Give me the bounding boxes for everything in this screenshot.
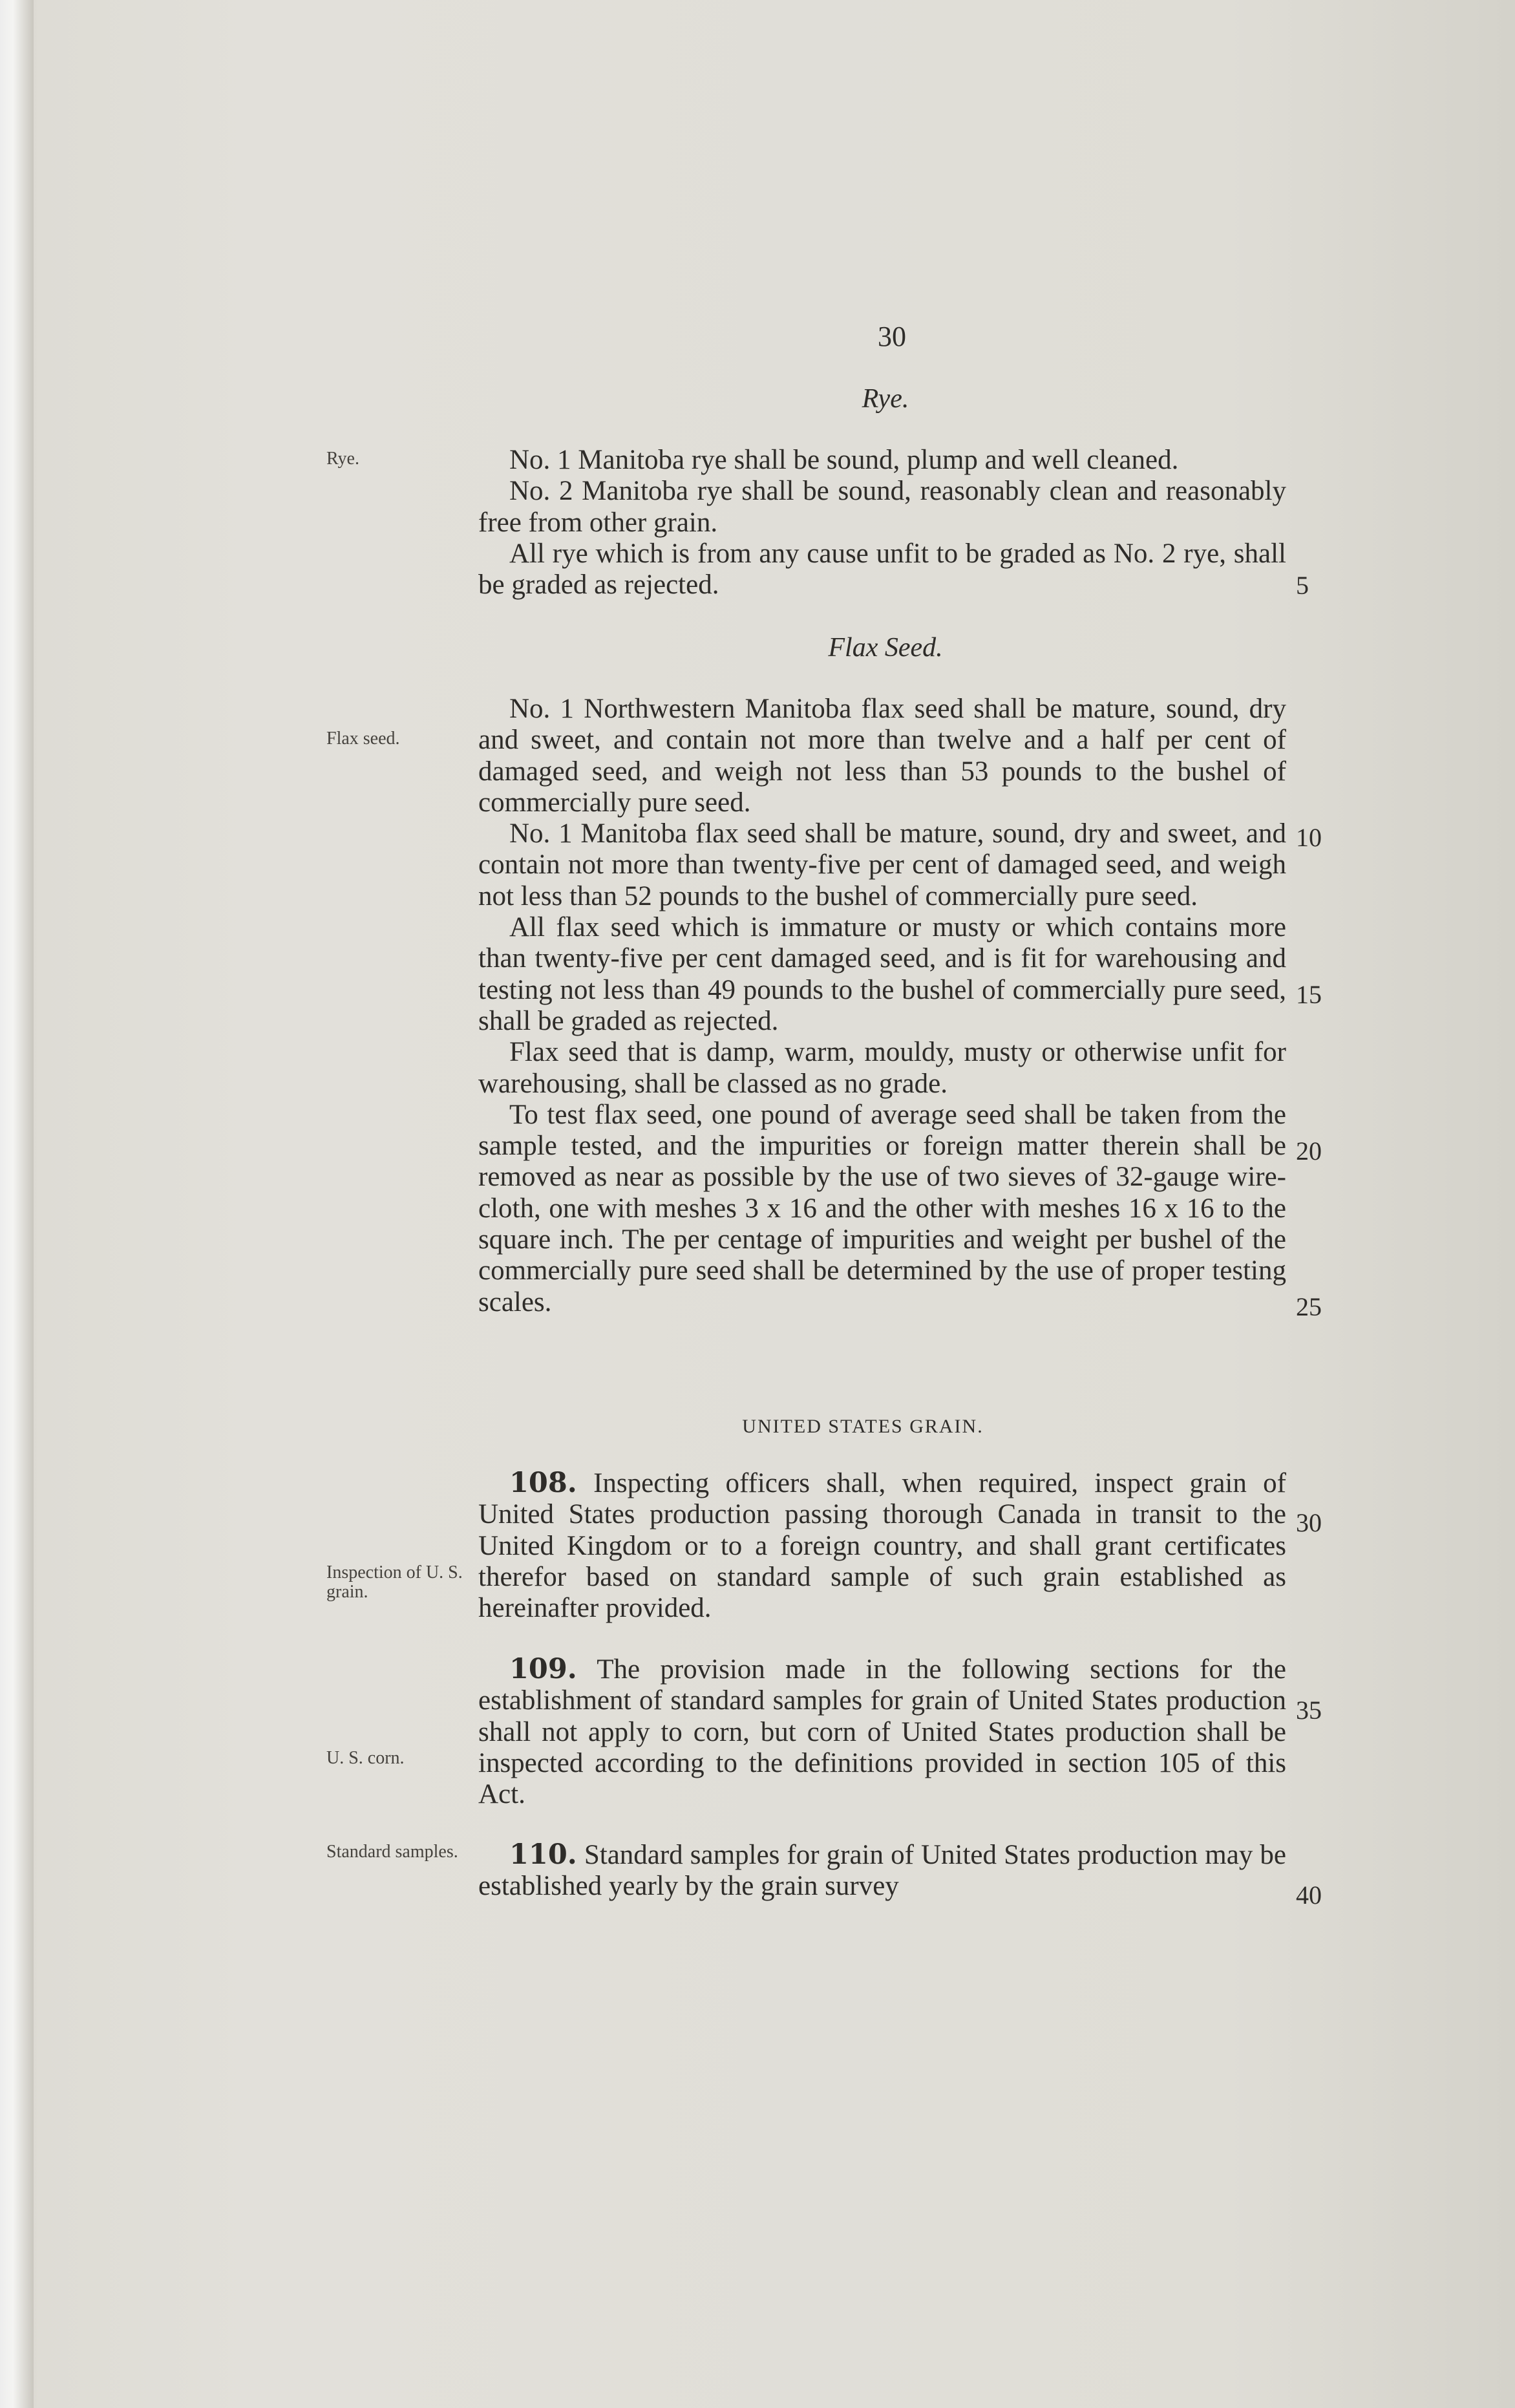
margin-note-rye: Rye. [326, 449, 359, 469]
paragraph: To test flax seed, one pound of average seed shall be taken from the sample tested, and the impurities or foreign matter therein shall be removed as near as possible by the use of two sieves of 32-gauge wire-cloth, one with meshes 3 x 16 and the other with meshes 16 x 16 to the square inch. The per centage of impurities and weight per bushel of the commercially pure seed shall be determined by the use of proper testing scales. [478, 1099, 1286, 1317]
paragraph: No. 2 Manitoba rye shall be sound, reasonably clean and reasonably free from other grain. [478, 476, 1286, 538]
line-number: 35 [1296, 1696, 1322, 1725]
paragraph: Flax seed that is damp, warm, mouldy, musty or otherwise unfit for warehousing, shall be classed as no grade. [478, 1037, 1286, 1099]
section-number: 109. [509, 1653, 577, 1685]
section-text: The provision made in the following sections for the establishment of standard samples for grain of United States production shall not apply to corn, but corn of United States production shall be inspected according to the definitions provided in section 105 of this Act. [478, 1654, 1287, 1810]
paragraph: No. 1 Manitoba flax seed shall be mature, sound, dry and sweet, and contain not more than twenty-five per cent of damaged seed, and weigh not less than 52 pounds to the bushel of commercially pure seed. [478, 818, 1286, 911]
paragraph: No. 1 Northwestern Manitoba flax seed shall be mature, sound, dry and sweet, and contain not more than twelve and a half per cent of damaged seed, and weigh not less than 53 pounds to the bushel of commercially pure seed. [478, 694, 1286, 818]
margin-note-us-corn: U. S. corn. [326, 1748, 405, 1768]
section-number: 108. [509, 1467, 577, 1499]
line-number: 20 [1296, 1136, 1322, 1166]
margin-note-standard-samples: Standard samples. [326, 1842, 458, 1862]
flax-text [478, 694, 1286, 1318]
section-text: Inspecting officers shall, when required, inspect grain of United States production passing thorough Canada in transit to the United Kingdom or to a foreign country, and shall grant certificates therefor based on standard sample of such grain established as hereinafter provided. [478, 1468, 1287, 1624]
heading-united-states-grain: UNITED STATES GRAIN. [742, 1416, 984, 1437]
line-number: 30 [1296, 1508, 1322, 1537]
line-number: 5 [1296, 571, 1309, 600]
paragraph: All rye which is from any cause unfit to be graded as No. 2 rye, shall be graded as rejected. [478, 538, 1286, 601]
margin-note-flax-seed: Flax seed. [326, 729, 400, 749]
page-number: 30 [878, 321, 906, 352]
section-109 [478, 1654, 1286, 1810]
line-number: 40 [1296, 1881, 1322, 1910]
heading-flax-seed: Flax Seed. [828, 633, 943, 663]
rye-text [478, 445, 1286, 601]
section-108 [478, 1467, 1286, 1624]
paragraph: All flax seed which is immature or musty or which contains more than twenty-five per cent damaged seed, and is fit for warehousing and testing not less than 49 pounds to the bushel of commercially pure seed, shall be graded as rejected. [478, 912, 1286, 1036]
line-number: 15 [1296, 980, 1322, 1009]
section-110 [478, 1839, 1286, 1902]
section-number: 110. [509, 1838, 577, 1871]
heading-rye: Rye. [862, 384, 909, 414]
paragraph: No. 1 Manitoba rye shall be sound, plump and well cleaned. [509, 445, 1179, 475]
margin-note-inspection: Inspection of U. S. grain. [326, 1562, 463, 1602]
section-text: Standard samples for grain of United States production may be established yearly by the grain survey [478, 1840, 1286, 1902]
line-number: 10 [1296, 823, 1322, 852]
line-number: 25 [1296, 1292, 1322, 1321]
page-edge [0, 0, 34, 2408]
